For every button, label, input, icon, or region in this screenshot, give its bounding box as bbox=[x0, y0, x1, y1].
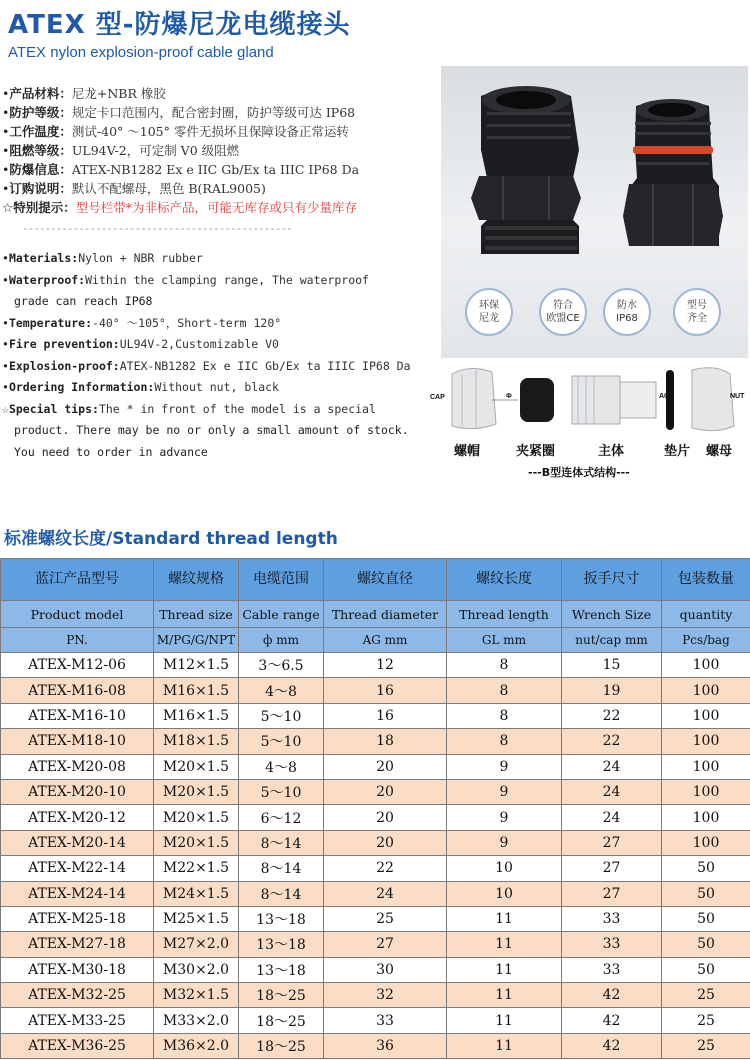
spec-continuation: product. There may be no or only a small amount of stock. bbox=[14, 423, 409, 437]
table-cell: 8 bbox=[447, 653, 562, 678]
header-row-cn bbox=[1, 559, 750, 601]
table-cell: ATEX-M20-14 bbox=[1, 830, 154, 855]
table-cell: ATEX-M22-14 bbox=[1, 856, 154, 881]
table-cell: 50 bbox=[662, 957, 750, 982]
spec-value: 型号栏带*为非标产品，可能无库存或只有少量库存 bbox=[75, 200, 357, 215]
table-cell: ATEX-M33-25 bbox=[1, 1008, 154, 1033]
table-cell: ATEX-M20-12 bbox=[1, 805, 154, 830]
table-cell: 25 bbox=[662, 1008, 750, 1033]
table-cell: 32 bbox=[324, 983, 447, 1008]
table-cell: 33 bbox=[324, 1008, 447, 1033]
table-cell: 27 bbox=[562, 881, 662, 906]
spec-item-en bbox=[2, 313, 432, 335]
col-header: 螺纹规格 bbox=[154, 559, 239, 601]
table-cell: ATEX-M20-08 bbox=[1, 754, 154, 779]
spec-item-en bbox=[2, 356, 432, 378]
table-cell: 8～14 bbox=[239, 856, 324, 881]
spec-item-en bbox=[2, 377, 432, 399]
exploded-view-illustration bbox=[430, 360, 750, 440]
spec-label: Fire prevention: bbox=[8, 337, 120, 351]
col-unit: AG mm bbox=[324, 628, 447, 653]
bullet-icon: ☆ bbox=[2, 200, 14, 215]
page-subtitle: ATEX nylon explosion-proof cable gland bbox=[8, 44, 274, 61]
spec-label: 特别提示： bbox=[13, 200, 76, 215]
spec-item-en bbox=[2, 270, 432, 292]
table-cell: 42 bbox=[562, 983, 662, 1008]
table-cell: 36 bbox=[324, 1033, 447, 1058]
table-cell: 20 bbox=[324, 830, 447, 855]
table-cell: 8 bbox=[447, 703, 562, 728]
table-cell: 100 bbox=[662, 653, 750, 678]
spec-item-cn bbox=[2, 179, 432, 198]
table-cell: 5～10 bbox=[239, 703, 324, 728]
divider: ------------------------------------------------ bbox=[22, 222, 292, 235]
spec-continuation: You need to order in advance bbox=[14, 444, 208, 459]
spec-continuation: grade can reach IP68 bbox=[14, 294, 153, 308]
table-cell: 3～6.5 bbox=[239, 653, 324, 678]
table-row bbox=[1, 983, 750, 1008]
table-cell: 9 bbox=[447, 830, 562, 855]
table-cell: 11 bbox=[447, 983, 562, 1008]
table-cell: 20 bbox=[324, 805, 447, 830]
spec-label: Explosion-proof: bbox=[8, 358, 120, 373]
spec-value: 尼龙+NBR 橡胶 bbox=[71, 86, 166, 101]
table-cell: 50 bbox=[662, 906, 750, 931]
gland-right bbox=[623, 99, 723, 246]
label-clamp: 夹紧圈 bbox=[516, 444, 556, 459]
bullet-icon: • bbox=[2, 272, 9, 287]
page-title: ATEX 型-防爆尼龙电缆接头 bbox=[8, 10, 351, 40]
table-cell: 33 bbox=[562, 957, 662, 982]
table-cell: M36×2.0 bbox=[154, 1033, 239, 1058]
bullet-icon: • bbox=[2, 124, 10, 139]
col-header: 包装数量 bbox=[662, 559, 750, 601]
table-row bbox=[1, 1033, 750, 1058]
table-cell: ATEX-M27-18 bbox=[1, 932, 154, 957]
table-row bbox=[1, 1008, 750, 1033]
table-row bbox=[1, 754, 750, 779]
bullet-icon: • bbox=[2, 358, 9, 373]
table-cell: 100 bbox=[662, 830, 750, 855]
table-cell: 25 bbox=[662, 1033, 750, 1058]
table-cell: 100 bbox=[662, 729, 750, 754]
table-cell: ATEX-M25-18 bbox=[1, 906, 154, 931]
spec-value: -40° ～105°，Short-term 120° bbox=[92, 315, 282, 330]
table-row bbox=[1, 703, 750, 728]
spec-value: Within the clamping range, The waterproof bbox=[85, 272, 369, 287]
table-cell: 25 bbox=[324, 906, 447, 931]
table-cell: 24 bbox=[562, 754, 662, 779]
col-unit: PN. bbox=[1, 628, 154, 653]
table-cell: 50 bbox=[662, 932, 750, 957]
col-header-en: quantity bbox=[662, 601, 750, 628]
spec-label: Special tips: bbox=[8, 401, 99, 416]
bullet-icon: • bbox=[2, 143, 10, 158]
table-cell: 10 bbox=[447, 881, 562, 906]
table-cell: M27×2.0 bbox=[154, 932, 239, 957]
table-row bbox=[1, 881, 750, 906]
spec-label: 订购说明： bbox=[9, 181, 72, 196]
spec-item-cn bbox=[2, 198, 432, 217]
table-cell: 33 bbox=[562, 906, 662, 931]
table-cell: 33 bbox=[562, 932, 662, 957]
table-cell: M33×2.0 bbox=[154, 1008, 239, 1033]
header-row-en bbox=[1, 601, 750, 628]
table-cell: 11 bbox=[447, 932, 562, 957]
col-header-en: Product model bbox=[1, 601, 154, 628]
table-cell: 4～8 bbox=[239, 754, 324, 779]
spec-label: 工作温度： bbox=[9, 124, 72, 139]
bullet-icon: • bbox=[2, 181, 10, 196]
table-cell: 5～10 bbox=[239, 729, 324, 754]
spec-item-cn bbox=[2, 122, 432, 141]
table-row bbox=[1, 957, 750, 982]
bullet-icon: • bbox=[2, 337, 9, 351]
bullet-icon: • bbox=[2, 315, 9, 330]
spec-label: 产品材料： bbox=[9, 86, 72, 101]
table-cell: M18×1.5 bbox=[154, 729, 239, 754]
table-row bbox=[1, 653, 750, 678]
table-cell: M24×1.5 bbox=[154, 881, 239, 906]
col-header: 螺纹长度 bbox=[447, 559, 562, 601]
table-cell: M25×1.5 bbox=[154, 906, 239, 931]
col-unit: Pcs/bag bbox=[662, 628, 750, 653]
table-cell: ATEX-M12-06 bbox=[1, 653, 154, 678]
table-cell: ATEX-M36-25 bbox=[1, 1033, 154, 1058]
table-cell: 22 bbox=[324, 856, 447, 881]
table-cell: M16×1.5 bbox=[154, 703, 239, 728]
table-cell: 8 bbox=[447, 678, 562, 703]
table-cell: 27 bbox=[324, 932, 447, 957]
badge-ip68: 防水 IP68 bbox=[603, 288, 651, 336]
label-washer: 垫片 bbox=[664, 444, 691, 459]
table-cell: 24 bbox=[562, 779, 662, 804]
table-row bbox=[1, 906, 750, 931]
spec-label: 防爆信息： bbox=[9, 162, 72, 177]
spec-label: Waterproof: bbox=[8, 272, 86, 287]
col-header-en: Thread length bbox=[447, 601, 562, 628]
spec-value: Without nut, black bbox=[154, 380, 279, 394]
table-cell: 13～18 bbox=[239, 932, 324, 957]
table-cell: M20×1.5 bbox=[154, 779, 239, 804]
assembly-caption: ---B型连体式结构--- bbox=[528, 466, 630, 479]
table-cell: 16 bbox=[324, 703, 447, 728]
table-cell: 8～14 bbox=[239, 830, 324, 855]
table-cell: 6～12 bbox=[239, 805, 324, 830]
label-cap: 螺帽 bbox=[454, 444, 481, 459]
gland-left bbox=[471, 86, 581, 254]
spec-item-cn bbox=[2, 160, 432, 179]
bullet-icon: • bbox=[2, 251, 9, 265]
table-cell: 100 bbox=[662, 779, 750, 804]
table-cell: 20 bbox=[324, 754, 447, 779]
col-header-en: Cable range bbox=[239, 601, 324, 628]
product-photo bbox=[441, 66, 748, 358]
header-row-unit bbox=[1, 628, 750, 653]
table-cell: 12 bbox=[324, 653, 447, 678]
spec-value: 规定卡口范围内，配合密封圈，防护等级可达 IP68 bbox=[71, 105, 356, 120]
spec-label: 防护等级： bbox=[9, 105, 72, 120]
thread-spec-table bbox=[0, 558, 750, 1059]
table-row bbox=[1, 805, 750, 830]
table-body bbox=[1, 653, 750, 1059]
table-cell: ATEX-M16-10 bbox=[1, 703, 154, 728]
spec-item-cn bbox=[2, 84, 432, 103]
table-cell: 24 bbox=[324, 881, 447, 906]
table-cell: 11 bbox=[447, 1033, 562, 1058]
table-cell: 22 bbox=[562, 729, 662, 754]
label-nut: 螺母 bbox=[706, 444, 733, 459]
table-cell: 8 bbox=[447, 729, 562, 754]
bullet-icon: ☆ bbox=[2, 401, 9, 416]
table-cell: 11 bbox=[447, 906, 562, 931]
table-title: 标准螺纹长度/Standard thread length bbox=[4, 529, 338, 549]
spec-value: ATEX-NB1282 Ex e IIC Gb/Ex ta IIIC IP68 Da bbox=[71, 162, 360, 177]
table-cell: ATEX-M16-08 bbox=[1, 678, 154, 703]
badge-full-range: 型号 齐全 bbox=[673, 288, 721, 336]
table-cell: 9 bbox=[447, 805, 562, 830]
table-cell: 50 bbox=[662, 856, 750, 881]
table-cell: 11 bbox=[447, 957, 562, 982]
nut-tag: NUT bbox=[730, 393, 745, 400]
spec-value: Nylon + NBR rubber bbox=[78, 251, 203, 265]
table-cell: 24 bbox=[562, 805, 662, 830]
table-cell: 9 bbox=[447, 779, 562, 804]
table-cell: ATEX-M32-25 bbox=[1, 983, 154, 1008]
table-cell: ATEX-M18-10 bbox=[1, 729, 154, 754]
table-cell: 100 bbox=[662, 805, 750, 830]
table-cell: 18～25 bbox=[239, 1008, 324, 1033]
col-header: 电缆范围 bbox=[239, 559, 324, 601]
table-cell: ATEX-M30-18 bbox=[1, 957, 154, 982]
spec-label: 阻燃等级： bbox=[9, 143, 72, 158]
table-cell: 11 bbox=[447, 1008, 562, 1033]
table-cell: M30×2.0 bbox=[154, 957, 239, 982]
spec-label: Ordering Information: bbox=[8, 380, 155, 394]
table-cell: ATEX-M20-10 bbox=[1, 779, 154, 804]
badge-ce: 符合 欧盟CE bbox=[539, 288, 587, 336]
table-cell: M22×1.5 bbox=[154, 856, 239, 881]
table-row bbox=[1, 856, 750, 881]
table-cell: 25 bbox=[662, 983, 750, 1008]
table-row bbox=[1, 779, 750, 804]
col-header-en: Wrench Size bbox=[562, 601, 662, 628]
table-cell: 9 bbox=[447, 754, 562, 779]
table-cell: 18 bbox=[324, 729, 447, 754]
spec-list bbox=[2, 84, 432, 463]
table-cell: 42 bbox=[562, 1008, 662, 1033]
table-cell: M12×1.5 bbox=[154, 653, 239, 678]
col-unit: nut/cap mm bbox=[562, 628, 662, 653]
table-cell: M20×1.5 bbox=[154, 805, 239, 830]
spec-value: ATEX-NB1282 Ex e IIC Gb/Ex ta IIIC IP68 Da bbox=[119, 358, 411, 373]
col-unit: ф mm bbox=[239, 628, 324, 653]
spec-item-en bbox=[2, 399, 432, 421]
col-header: 扳手尺寸 bbox=[562, 559, 662, 601]
table-cell: M20×1.5 bbox=[154, 754, 239, 779]
table-cell: 30 bbox=[324, 957, 447, 982]
bullet-icon: • bbox=[2, 380, 9, 394]
table-row bbox=[1, 678, 750, 703]
spec-value: 测试-40° ～105° 零件无损坏且保障设备正常运转 bbox=[71, 124, 349, 139]
table-cell: 4～8 bbox=[239, 678, 324, 703]
bullet-icon: • bbox=[2, 86, 10, 101]
table-cell: 27 bbox=[562, 856, 662, 881]
table-cell: 16 bbox=[324, 678, 447, 703]
bullet-icon: • bbox=[2, 105, 10, 120]
table-cell: 18～25 bbox=[239, 983, 324, 1008]
col-header: 蓝江产品型号 bbox=[1, 559, 154, 601]
table-cell: 8～14 bbox=[239, 881, 324, 906]
table-cell: 19 bbox=[562, 678, 662, 703]
badge-eco-nylon: 环保 尼龙 bbox=[465, 288, 513, 336]
spec-label: Materials: bbox=[8, 251, 79, 265]
table-cell: 100 bbox=[662, 678, 750, 703]
spec-value: UL94V-2，可定制 V0 级阻燃 bbox=[71, 143, 240, 158]
cap-tag: CAP bbox=[430, 394, 445, 401]
spec-value: 默认不配螺母，黑色 B(RAL9005) bbox=[71, 181, 266, 196]
ag-tag: AG bbox=[659, 393, 670, 400]
table-cell: 100 bbox=[662, 703, 750, 728]
bullet-icon: • bbox=[2, 162, 10, 177]
table-cell: M16×1.5 bbox=[154, 678, 239, 703]
table-cell: ATEX-M24-14 bbox=[1, 881, 154, 906]
spec-list-cn bbox=[2, 84, 432, 217]
table-cell: 13～18 bbox=[239, 906, 324, 931]
col-header: 螺纹直径 bbox=[324, 559, 447, 601]
col-unit: GL mm bbox=[447, 628, 562, 653]
col-header-en: Thread size bbox=[154, 601, 239, 628]
table-cell: 100 bbox=[662, 754, 750, 779]
col-header-en: Thread diameter bbox=[324, 601, 447, 628]
table-cell: 13～18 bbox=[239, 957, 324, 982]
phi-tag: Φ bbox=[506, 393, 512, 400]
table-cell: M20×1.5 bbox=[154, 830, 239, 855]
table-row bbox=[1, 729, 750, 754]
table-row bbox=[1, 932, 750, 957]
table-cell: 50 bbox=[662, 881, 750, 906]
table-cell: 27 bbox=[562, 830, 662, 855]
table-cell: 42 bbox=[562, 1033, 662, 1058]
col-unit: M/PG/G/NPT bbox=[154, 628, 239, 653]
spec-item-en bbox=[2, 248, 432, 270]
table-cell: 15 bbox=[562, 653, 662, 678]
label-body: 主体 bbox=[598, 444, 625, 459]
table-cell: 5～10 bbox=[239, 779, 324, 804]
spec-label: Temperature: bbox=[8, 315, 93, 330]
spec-item-cn bbox=[2, 103, 432, 122]
table-cell: 10 bbox=[447, 856, 562, 881]
table-cell: M32×1.5 bbox=[154, 983, 239, 1008]
assembly-diagram bbox=[430, 360, 750, 482]
table-row bbox=[1, 830, 750, 855]
spec-list-en bbox=[2, 248, 432, 463]
table-cell: 18～25 bbox=[239, 1033, 324, 1058]
table-cell: 22 bbox=[562, 703, 662, 728]
spec-value: The * in front of the model is a special bbox=[98, 401, 376, 416]
spec-item-en bbox=[2, 334, 432, 356]
spec-value: UL94V-2,Customizable V0 bbox=[119, 337, 279, 351]
table-cell: 20 bbox=[324, 779, 447, 804]
spec-item-cn bbox=[2, 141, 432, 160]
